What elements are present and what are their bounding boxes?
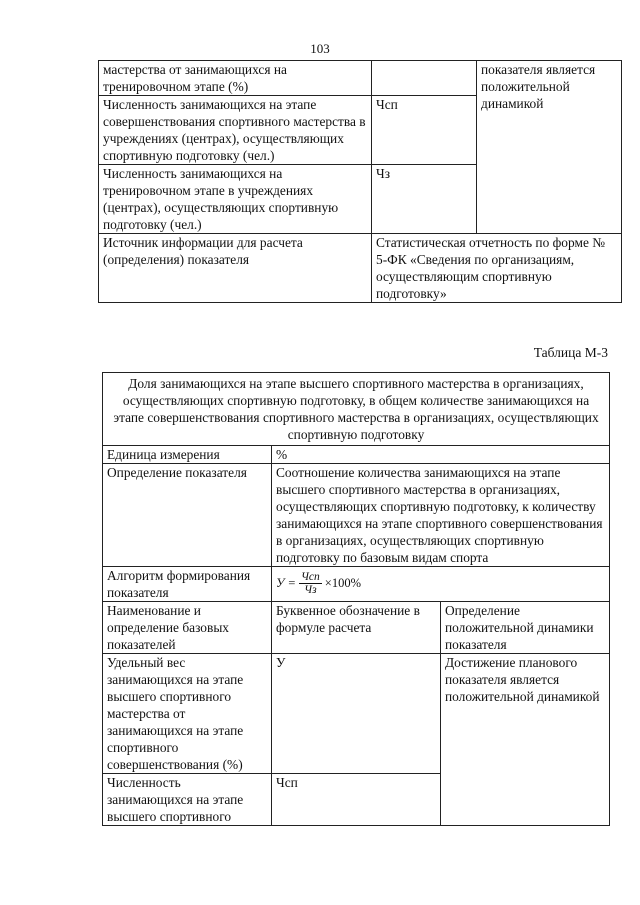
algorithm-label: Алгоритм формирования показателя xyxy=(103,567,272,602)
table-cell: Чсп xyxy=(272,774,441,826)
formula-fraction xyxy=(299,571,322,596)
formula-cell xyxy=(272,567,610,602)
unit-label: Единица измерения xyxy=(103,446,272,464)
table-caption: Таблица М-3 xyxy=(533,345,608,360)
formula-numerator: Чсп xyxy=(300,571,320,583)
formula xyxy=(276,567,361,596)
column-header: Определение положительной динамики показателя xyxy=(441,602,610,654)
table-cell: Чз xyxy=(372,165,477,234)
definition-label: Определение показателя xyxy=(103,464,272,567)
table-row xyxy=(103,446,610,464)
table-cell: Чсп xyxy=(372,96,477,165)
table-cell: Источник информации для расчета (определения) показателя xyxy=(99,234,372,303)
table-cell: показателя является положительной динамикой xyxy=(477,61,622,234)
table-cell: У xyxy=(272,654,441,774)
table-row xyxy=(99,61,622,96)
table-row xyxy=(103,567,610,602)
indicator-table xyxy=(102,372,610,826)
table-title: Доля занимающихся на этапе высшего спортивного мастерства в организациях, осуществляющих спортивную подготовку, в общем количестве занимающихся на этапе совершенствования спортивного мастерства в организациях, осуществляющих спортивную подготовку xyxy=(103,373,610,446)
table-cell: Удельный вес занимающихся на этапе высшего спортивного мастерства от занимающихся на этапе спортивного совершенствования (%) xyxy=(103,654,272,774)
table-row xyxy=(103,464,610,567)
definition-value: Соотношение количества занимающихся на этапе высшего спортивного мастерства в организациях, осуществляющих спортивную подготовку, к количеству занимающихся на этапе спортивного совершенствования в организациях, осуществляющих спортивную подготовку по базовым видам спорта xyxy=(272,464,610,567)
formula-lhs: У = xyxy=(276,576,296,590)
table-cell: Статистическая отчетность по форме № 5-ФК «Сведения по организациям, осуществляющим спортивную подготовку» xyxy=(372,234,622,303)
table-continued xyxy=(98,60,622,303)
column-header: Наименование и определение базовых показателей xyxy=(103,602,272,654)
column-header: Буквенное обозначение в формуле расчета xyxy=(272,602,441,654)
table-cell: мастерства от занимающихся на тренировочном этапе (%) xyxy=(99,61,372,96)
formula-rhs: ×100% xyxy=(324,576,361,590)
table-row xyxy=(99,234,622,303)
table-row xyxy=(103,654,610,774)
table-header-row xyxy=(103,602,610,654)
unit-value: % xyxy=(272,446,610,464)
table-cell: Численность занимающихся на этапе совершенствования спортивного мастерства в учреждениях (центрах), осуществляющих спортивную подготовку (чел.) xyxy=(99,96,372,165)
page-number: 103 xyxy=(310,41,330,56)
formula-denominator: Чз xyxy=(304,584,317,596)
table-cell: Достижение планового показателя является положительной динамикой xyxy=(441,654,610,826)
table-title-row xyxy=(103,373,610,446)
table-cell xyxy=(372,61,477,96)
table-cell: Численность занимающихся на этапе высшего спортивного xyxy=(103,774,272,826)
table-cell: Численность занимающихся на тренировочном этапе в учреждениях (центрах), осуществляющих спортивную подготовку (чел.) xyxy=(99,165,372,234)
